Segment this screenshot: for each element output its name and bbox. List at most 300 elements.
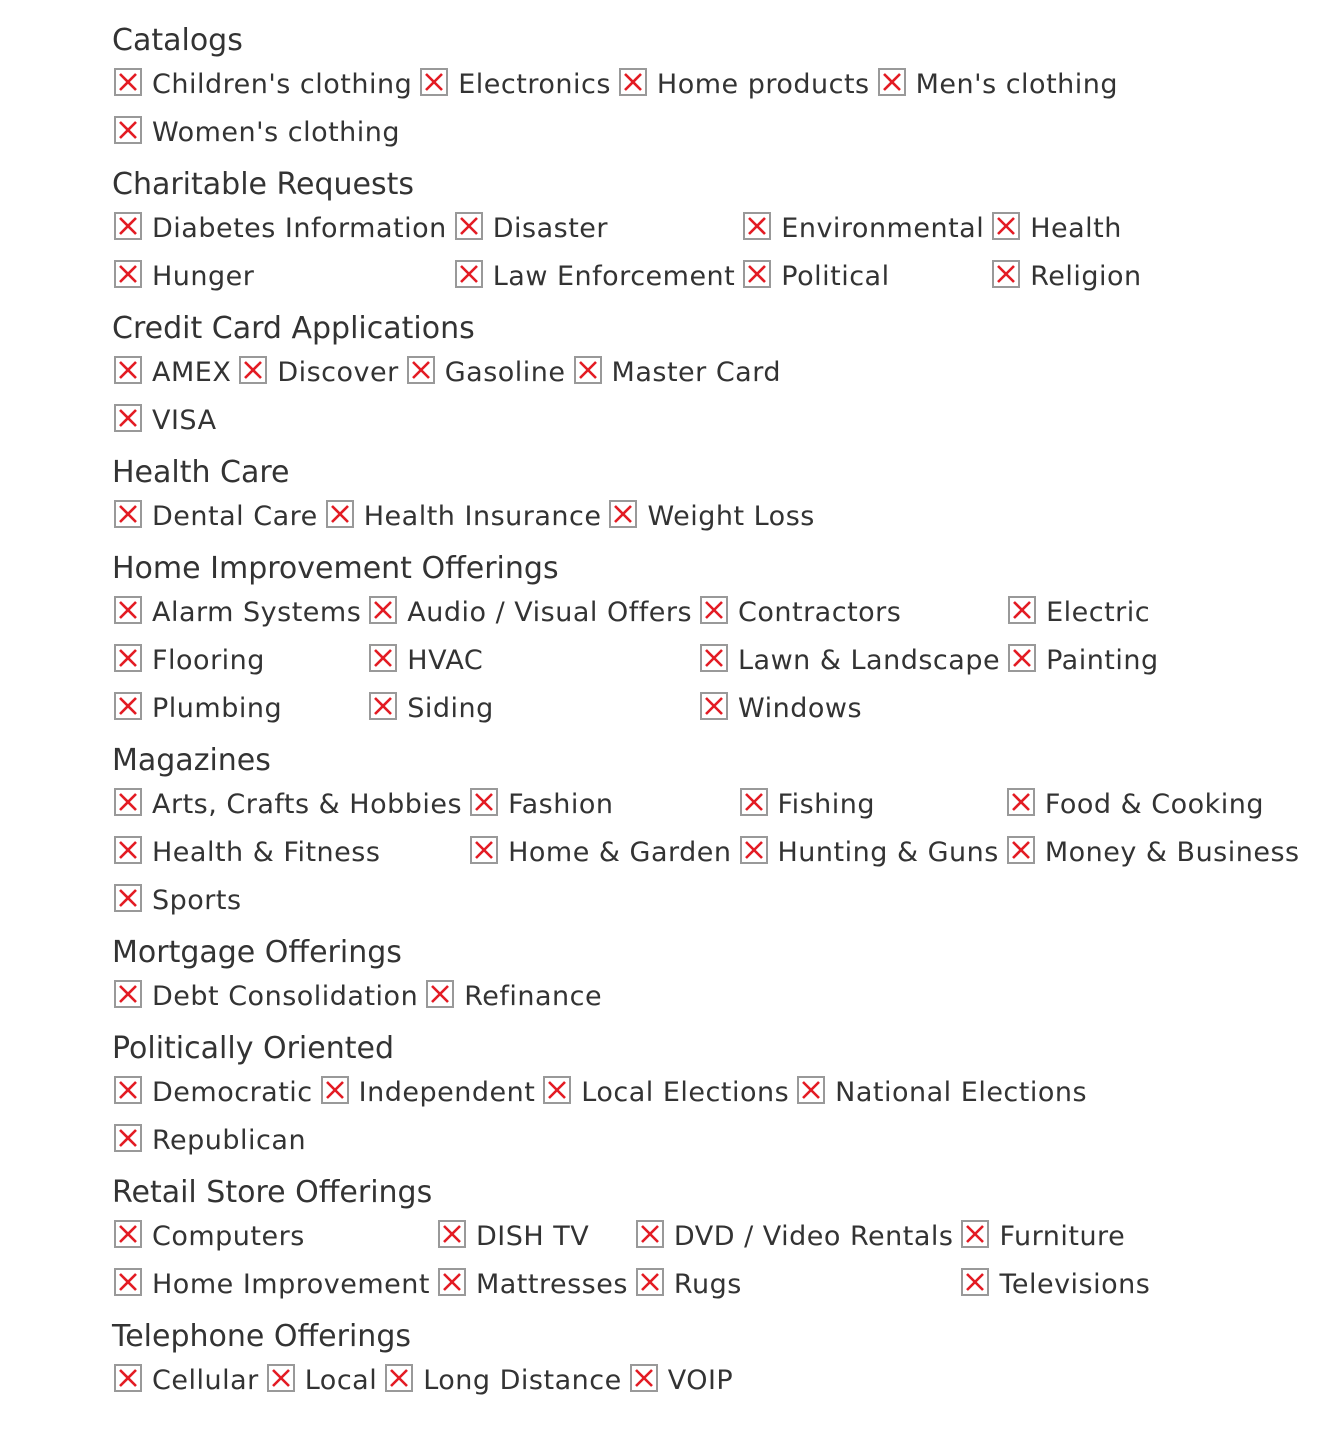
option-cell — [738, 780, 1005, 828]
option-cell — [112, 876, 468, 924]
checkbox-alarm-systems[interactable] — [114, 596, 142, 624]
option-cell — [405, 348, 572, 396]
broken-image-x-icon — [118, 504, 138, 524]
option-label: Money & Business — [1044, 837, 1300, 868]
broken-image-x-icon — [118, 1080, 138, 1100]
broken-image-x-icon — [118, 1272, 138, 1292]
checkbox-painting[interactable] — [1008, 644, 1036, 672]
option-cell — [628, 1356, 740, 1404]
options-row — [112, 876, 1306, 924]
option-label: Local — [304, 1365, 378, 1396]
checkbox-health-fitness[interactable] — [114, 836, 142, 864]
option-cell — [265, 1356, 383, 1404]
checkbox-men-s-clothing[interactable] — [878, 68, 906, 96]
option-home-improvement[interactable] — [112, 1260, 436, 1308]
option-furniture[interactable] — [959, 1212, 1131, 1260]
option-label: Audio / Visual Offers — [407, 597, 693, 628]
broken-image-x-icon — [613, 504, 633, 524]
option-cell — [237, 348, 404, 396]
option-cell — [1006, 636, 1165, 684]
option-weight-loss[interactable] — [607, 492, 820, 540]
section-title: Mortgage Offerings — [112, 935, 402, 970]
option-plumbing[interactable] — [112, 684, 288, 732]
checkbox-plumbing[interactable] — [114, 692, 142, 720]
broken-image-x-icon — [547, 1080, 567, 1100]
option-home-products[interactable] — [617, 60, 876, 108]
option-cell — [112, 1068, 319, 1116]
option-cell — [112, 348, 237, 396]
option-cell — [112, 636, 367, 684]
option-amex[interactable] — [112, 348, 237, 396]
option-cell — [468, 780, 737, 828]
option-label: Electric — [1046, 597, 1151, 628]
option-women-s-clothing[interactable] — [112, 108, 406, 156]
checkbox-children-s-clothing[interactable] — [114, 68, 142, 96]
option-cell — [607, 492, 820, 540]
section-health-care — [112, 454, 1322, 550]
broken-image-x-icon — [640, 1272, 660, 1292]
checkbox-diabetes-information[interactable] — [114, 212, 142, 240]
options-grid — [112, 60, 1124, 156]
section-credit-card-applications — [112, 310, 1322, 454]
option-cell — [468, 828, 737, 876]
option-cell — [112, 492, 324, 540]
option-cellular[interactable] — [112, 1356, 265, 1404]
option-cell — [1006, 588, 1165, 636]
section-gap — [112, 1164, 1322, 1174]
checkbox-amex[interactable] — [114, 356, 142, 384]
checkbox-hvac[interactable] — [369, 644, 397, 672]
option-gasoline[interactable] — [405, 348, 572, 396]
broken-image-x-icon — [459, 264, 479, 284]
option-cell — [698, 636, 1006, 684]
options-row — [112, 972, 608, 1020]
checkbox-independent[interactable] — [321, 1076, 349, 1104]
option-cell — [112, 1260, 436, 1308]
checkbox-food-cooking[interactable] — [1007, 788, 1035, 816]
checkbox-electronics[interactable] — [420, 68, 448, 96]
option-label: Master Card — [611, 357, 781, 388]
option-visa[interactable] — [112, 396, 223, 444]
broken-image-x-icon — [373, 600, 393, 620]
option-label: Health & Fitness — [152, 837, 381, 868]
option-cell — [112, 684, 367, 732]
checkbox-national-elections[interactable] — [797, 1076, 825, 1104]
option-windows[interactable] — [698, 684, 868, 732]
broken-image-x-icon — [118, 360, 138, 380]
option-cell — [990, 204, 1147, 252]
option-refinance[interactable] — [424, 972, 608, 1020]
section-title: Politically Oriented — [112, 1031, 394, 1066]
options-row — [112, 636, 1165, 684]
broken-image-x-icon — [442, 1224, 462, 1244]
option-audio-visual-offers[interactable] — [367, 588, 698, 636]
option-label: Weight Loss — [647, 501, 815, 532]
section-title: Catalogs — [112, 23, 243, 58]
option-dish-tv[interactable] — [436, 1212, 595, 1260]
option-cell — [112, 1356, 265, 1404]
option-cell — [319, 1068, 542, 1116]
option-label: Democratic — [152, 1077, 313, 1108]
options-row — [112, 1212, 1156, 1260]
option-debt-consolidation[interactable] — [112, 972, 424, 1020]
option-cell — [990, 252, 1147, 300]
options-grid — [112, 972, 608, 1020]
option-label: Health — [1030, 213, 1122, 244]
broken-image-x-icon — [118, 264, 138, 284]
option-hunting-guns[interactable] — [738, 828, 1005, 876]
checkbox-visa[interactable] — [114, 404, 142, 432]
option-label: Republican — [152, 1125, 307, 1156]
section-title: Health Care — [112, 455, 290, 490]
broken-image-x-icon — [118, 216, 138, 236]
options-row — [112, 204, 1148, 252]
checkbox-dvd-video-rentals[interactable] — [636, 1220, 664, 1248]
options-row — [112, 252, 1148, 300]
checkbox-long-distance[interactable] — [385, 1364, 413, 1392]
broken-image-x-icon — [996, 216, 1016, 236]
option-electronics[interactable] — [418, 60, 617, 108]
broken-image-x-icon — [118, 840, 138, 860]
option-label: Local Elections — [581, 1077, 790, 1108]
checkbox-health-insurance[interactable] — [326, 500, 354, 528]
options-grid — [112, 492, 821, 540]
checkbox-debt-consolidation[interactable] — [114, 980, 142, 1008]
option-environmental[interactable] — [741, 204, 990, 252]
section-charitable-requests — [112, 166, 1322, 310]
checkbox-mattresses[interactable] — [438, 1268, 466, 1296]
option-cell — [453, 252, 742, 300]
option-cell — [959, 1260, 1156, 1308]
option-cell — [741, 204, 990, 252]
broken-image-x-icon — [373, 648, 393, 668]
checkbox-hunting-guns[interactable] — [740, 836, 768, 864]
option-label: Diabetes Information — [152, 213, 447, 244]
options-row — [112, 684, 1165, 732]
checkbox-health[interactable] — [992, 212, 1020, 240]
checkbox-home-products[interactable] — [619, 68, 647, 96]
option-label: Furniture — [999, 1221, 1126, 1252]
checkbox-televisions[interactable] — [961, 1268, 989, 1296]
option-food-cooking[interactable] — [1005, 780, 1270, 828]
option-label: Gasoline — [444, 357, 566, 388]
checkbox-democratic[interactable] — [114, 1076, 142, 1104]
option-label: National Elections — [835, 1077, 1088, 1108]
section-politically-oriented — [112, 1030, 1322, 1174]
section-telephone-offerings — [112, 1318, 1322, 1414]
option-label: Health Insurance — [363, 501, 602, 532]
option-cell — [738, 828, 1005, 876]
broken-image-x-icon — [474, 792, 494, 812]
option-hvac[interactable] — [367, 636, 489, 684]
option-cell — [1005, 828, 1306, 876]
option-health-fitness[interactable] — [112, 828, 386, 876]
broken-image-x-icon — [118, 120, 138, 140]
option-cell — [112, 60, 418, 108]
checkbox-weight-loss[interactable] — [609, 500, 637, 528]
option-computers[interactable] — [112, 1212, 311, 1260]
checkbox-audio-visual-offers[interactable] — [369, 596, 397, 624]
checkbox-home-garden[interactable] — [470, 836, 498, 864]
section-title: Retail Store Offerings — [112, 1175, 433, 1210]
option-political[interactable] — [741, 252, 895, 300]
checkbox-women-s-clothing[interactable] — [114, 116, 142, 144]
option-cell — [876, 60, 1124, 108]
broken-image-x-icon — [1012, 600, 1032, 620]
checkbox-dish-tv[interactable] — [438, 1220, 466, 1248]
section-gap — [112, 732, 1322, 742]
checkbox-law-enforcement[interactable] — [455, 260, 483, 288]
option-label: Painting — [1046, 645, 1159, 676]
checkbox-electric[interactable] — [1008, 596, 1036, 624]
checkbox-refinance[interactable] — [426, 980, 454, 1008]
section-catalogs — [112, 22, 1322, 166]
broken-image-x-icon — [118, 408, 138, 428]
option-label: VISA — [152, 405, 217, 436]
option-cell — [112, 780, 468, 828]
option-dvd-video-rentals[interactable] — [634, 1212, 960, 1260]
checkbox-environmental[interactable] — [743, 212, 771, 240]
broken-image-x-icon — [118, 792, 138, 812]
option-label: DVD / Video Rentals — [673, 1221, 954, 1252]
checkbox-home-improvement[interactable] — [114, 1268, 142, 1296]
options-row — [112, 492, 821, 540]
option-republican[interactable] — [112, 1116, 312, 1164]
option-label: Refinance — [464, 981, 603, 1012]
option-cell — [112, 396, 237, 444]
option-painting[interactable] — [1006, 636, 1165, 684]
option-diabetes-information[interactable] — [112, 204, 453, 252]
checkbox-local-elections[interactable] — [543, 1076, 571, 1104]
broken-image-x-icon — [634, 1368, 654, 1388]
option-cell — [795, 1068, 1093, 1116]
broken-image-x-icon — [373, 696, 393, 716]
option-independent[interactable] — [319, 1068, 542, 1116]
option-label: Cellular — [152, 1365, 259, 1396]
option-label: Televisions — [999, 1269, 1151, 1300]
option-home-garden[interactable] — [468, 828, 737, 876]
broken-image-x-icon — [882, 72, 902, 92]
options-grid — [112, 1068, 1093, 1164]
checkbox-republican[interactable] — [114, 1124, 142, 1152]
option-label: Independent — [358, 1077, 536, 1108]
options-row — [112, 1356, 739, 1404]
option-men-s-clothing[interactable] — [876, 60, 1124, 108]
checkbox-flooring[interactable] — [114, 644, 142, 672]
option-religion[interactable] — [990, 252, 1147, 300]
checkbox-sports[interactable] — [114, 884, 142, 912]
option-label: VOIP — [667, 1365, 734, 1396]
broken-image-x-icon — [1012, 648, 1032, 668]
option-fashion[interactable] — [468, 780, 619, 828]
checkbox-master-card[interactable] — [574, 356, 602, 384]
option-alarm-systems[interactable] — [112, 588, 367, 636]
broken-image-x-icon — [801, 1080, 821, 1100]
broken-image-x-icon — [578, 360, 598, 380]
option-dental-care[interactable] — [112, 492, 324, 540]
option-children-s-clothing[interactable] — [112, 60, 418, 108]
checkbox-discover[interactable] — [239, 356, 267, 384]
broken-image-x-icon — [325, 1080, 345, 1100]
broken-image-x-icon — [1011, 840, 1031, 860]
option-flooring[interactable] — [112, 636, 271, 684]
option-label: Religion — [1030, 261, 1142, 292]
option-label: Lawn & Landscape — [738, 645, 1001, 676]
option-label: Hunting & Guns — [777, 837, 999, 868]
option-cell — [436, 1212, 634, 1260]
option-televisions[interactable] — [959, 1260, 1156, 1308]
checkbox-gasoline[interactable] — [407, 356, 435, 384]
option-local[interactable] — [265, 1356, 383, 1404]
checkbox-money-business[interactable] — [1007, 836, 1035, 864]
option-contractors[interactable] — [698, 588, 907, 636]
option-label: Hunger — [152, 261, 255, 292]
broken-image-x-icon — [243, 360, 263, 380]
options-row — [112, 108, 1124, 156]
option-discover[interactable] — [237, 348, 404, 396]
option-cell — [541, 1068, 795, 1116]
broken-image-x-icon — [747, 264, 767, 284]
checkbox-fishing[interactable] — [740, 788, 768, 816]
broken-image-x-icon — [1011, 792, 1031, 812]
option-label: Discover — [277, 357, 399, 388]
option-label: Environmental — [781, 213, 985, 244]
checkbox-siding[interactable] — [369, 692, 397, 720]
broken-image-x-icon — [744, 840, 764, 860]
option-law-enforcement[interactable] — [453, 252, 742, 300]
checkbox-hunger[interactable] — [114, 260, 142, 288]
option-cell — [436, 1260, 634, 1308]
option-cell — [112, 108, 418, 156]
option-health[interactable] — [990, 204, 1128, 252]
option-health-insurance[interactable] — [324, 492, 608, 540]
option-label: Disaster — [492, 213, 609, 244]
checkbox-voip[interactable] — [630, 1364, 658, 1392]
option-fishing[interactable] — [738, 780, 882, 828]
option-label: Debt Consolidation — [152, 981, 419, 1012]
option-cell — [112, 1116, 319, 1164]
broken-image-x-icon — [118, 696, 138, 716]
option-disaster[interactable] — [453, 204, 614, 252]
checkbox-computers[interactable] — [114, 1220, 142, 1248]
section-title: Charitable Requests — [112, 167, 415, 202]
options-row — [112, 348, 787, 396]
checkbox-fashion[interactable] — [470, 788, 498, 816]
broken-image-x-icon — [271, 1368, 291, 1388]
checkbox-lawn-landscape[interactable] — [700, 644, 728, 672]
option-electric[interactable] — [1006, 588, 1156, 636]
option-arts-crafts-hobbies[interactable] — [112, 780, 468, 828]
option-cell — [959, 1212, 1156, 1260]
checkbox-religion[interactable] — [992, 260, 1020, 288]
option-label: DISH TV — [475, 1221, 590, 1252]
options-grid — [112, 1356, 739, 1404]
options-grid — [112, 588, 1165, 732]
option-label: Flooring — [152, 645, 265, 676]
section-retail-store-offerings — [112, 1174, 1322, 1318]
section-magazines — [112, 742, 1322, 934]
option-long-distance[interactable] — [383, 1356, 627, 1404]
option-cell — [418, 60, 617, 108]
option-money-business[interactable] — [1005, 828, 1306, 876]
option-label: Men's clothing — [915, 69, 1119, 100]
broken-image-x-icon — [411, 360, 431, 380]
broken-image-x-icon — [474, 840, 494, 860]
broken-image-x-icon — [118, 1368, 138, 1388]
option-label: Sports — [152, 885, 242, 916]
options-row — [112, 1068, 1093, 1116]
option-siding[interactable] — [367, 684, 500, 732]
option-label: Children's clothing — [152, 69, 413, 100]
broken-image-x-icon — [389, 1368, 409, 1388]
option-cell — [112, 1212, 436, 1260]
broken-image-x-icon — [118, 600, 138, 620]
preferences-list — [112, 22, 1322, 1414]
option-national-elections[interactable] — [795, 1068, 1093, 1116]
broken-image-x-icon — [459, 216, 479, 236]
broken-image-x-icon — [704, 600, 724, 620]
option-hunger[interactable] — [112, 252, 260, 300]
options-grid — [112, 1212, 1156, 1308]
option-lawn-landscape[interactable] — [698, 636, 1006, 684]
broken-image-x-icon — [118, 648, 138, 668]
broken-image-x-icon — [623, 72, 643, 92]
option-cell — [453, 204, 742, 252]
option-voip[interactable] — [628, 1356, 740, 1404]
checkbox-dental-care[interactable] — [114, 500, 142, 528]
option-sports[interactable] — [112, 876, 248, 924]
option-label: Women's clothing — [152, 117, 401, 148]
checkbox-contractors[interactable] — [700, 596, 728, 624]
option-label: Rugs — [673, 1269, 742, 1300]
option-rugs[interactable] — [634, 1260, 748, 1308]
option-mattresses[interactable] — [436, 1260, 634, 1308]
checkbox-furniture[interactable] — [961, 1220, 989, 1248]
option-cell — [572, 348, 787, 396]
option-local-elections[interactable] — [541, 1068, 795, 1116]
broken-image-x-icon — [965, 1272, 985, 1292]
options-row — [112, 1116, 1093, 1164]
option-cell — [634, 1212, 960, 1260]
section-title: Magazines — [112, 743, 271, 778]
option-cell — [698, 588, 1006, 636]
option-label: Home Improvement — [152, 1269, 430, 1300]
checkbox-political[interactable] — [743, 260, 771, 288]
section-gap — [112, 924, 1322, 934]
options-grid — [112, 204, 1148, 300]
option-cell — [367, 588, 698, 636]
option-cell — [367, 636, 698, 684]
broken-image-x-icon — [424, 72, 444, 92]
option-democratic[interactable] — [112, 1068, 319, 1116]
section-gap — [112, 156, 1322, 166]
checkbox-arts-crafts-hobbies[interactable] — [114, 788, 142, 816]
broken-image-x-icon — [118, 72, 138, 92]
checkbox-rugs[interactable] — [636, 1268, 664, 1296]
checkbox-cellular[interactable] — [114, 1364, 142, 1392]
checkbox-windows[interactable] — [700, 692, 728, 720]
checkbox-disaster[interactable] — [455, 212, 483, 240]
option-master-card[interactable] — [572, 348, 787, 396]
option-label: Plumbing — [152, 693, 283, 724]
checkbox-local[interactable] — [267, 1364, 295, 1392]
options-grid — [112, 780, 1306, 924]
section-title: Telephone Offerings — [112, 1319, 411, 1354]
broken-image-x-icon — [747, 216, 767, 236]
broken-image-x-icon — [704, 648, 724, 668]
option-cell — [112, 828, 468, 876]
option-cell — [383, 1356, 627, 1404]
